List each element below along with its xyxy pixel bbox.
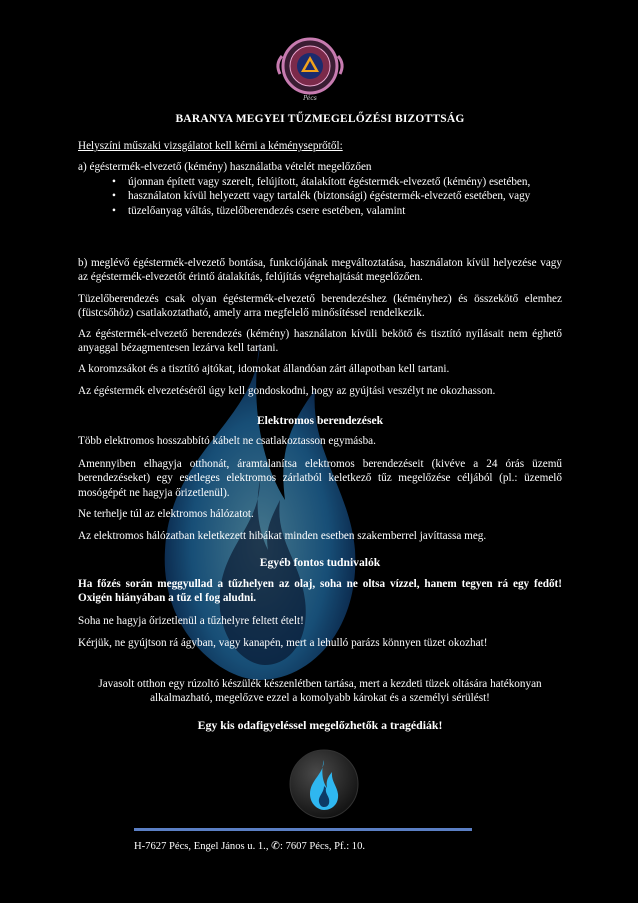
paragraph: Ne terhelje túl az elektromos hálózatot. bbox=[78, 508, 254, 520]
paragraph: Tüzelőberendezés csak olyan égéstermék-elvezető berendezéshez (kéményhez) és összekötő elemhez (füstcsőhöz) csatlakoztatható, amely arra megfelelő minősítéssel rendelkezik. bbox=[78, 293, 562, 320]
list-item bbox=[112, 189, 562, 203]
electrical-heading: Elektromos berendezések bbox=[256, 414, 384, 427]
paragraph: Az égéstermék elvezetéséről úgy kell gondoskodni, hogy az gyújtási veszélyt ne okozhasson. bbox=[78, 385, 496, 397]
logo-signature: Pécs bbox=[303, 95, 317, 102]
slogan: Egy kis odafigyeléssel megelőzhetők a tragédiák! bbox=[197, 718, 443, 732]
paragraph: Kérjük, ne gyújtson rá ágyban, vagy kanapén, mert a lehulló parázs könnyen tüzet okozhat! bbox=[78, 637, 488, 649]
paragraph: Soha ne hagyja őrizetlenül a tűzhelyre feltett ételt! bbox=[78, 615, 304, 627]
bullet-text: újonnan épített vagy szerelt, felújított, átalakított égéstermék-elvezető (kémény) esetében, bbox=[128, 176, 531, 188]
paragraph: Több elektromos hosszabbító kábelt ne csatlakoztasson egymásba. bbox=[78, 435, 376, 447]
paragraph: Amennyiben elhagyja otthonát, áramtalanítsa elektromos berendezéseit (kivéve a 24 órás üzemű berendezéseket) egy esetleges elektromos zárlatból keletkező tűz megelőzése céljából (pl.: üzemelő mosógépét ne hagyja őrizetlenül). bbox=[78, 458, 562, 499]
recommendation: Javasolt otthon egy rúzoltó készülék készenlétben tartása, mert a kezdeti tüzek oltására hatékonyan alkalmazható, megelőzve ezzel a komolyabb károkat és a személyi sérülést! bbox=[98, 678, 542, 705]
bullet-text: tüzelőanyag váltás, tüzelőberendezés csere esetében, valamint bbox=[128, 204, 406, 217]
paragraph: A koromzsákot és a tisztító ajtókat, idomokat állandóan zárt állapotban kell tartani. bbox=[78, 363, 450, 375]
bullet-text: használaton kívül helyezett vagy tartalék (biztonsági) égéstermék-elvezető esetében, vagy bbox=[128, 190, 531, 203]
blue-flame-emblem-icon bbox=[288, 748, 360, 820]
paragraph: Az égéstermék-elvezető berendezés (kémény) használaton kívüli bekötő és tisztító nyílásait nem éghető anyaggal bézagmentesen lezárva kell tartani. bbox=[78, 328, 562, 355]
misc-heading: Egyéb fontos tudnivalók bbox=[259, 556, 381, 569]
intro-heading: Helyszíni műszaki vizsgálatot kell kérni a kéményseprőtől: bbox=[78, 140, 343, 152]
paragraph: Az elektromos hálózatban keletkezett hibákat minden esetben szakemberrel javíttassa meg. bbox=[78, 530, 487, 542]
point-b: b) meglévő égéstermék-elvezető bontása, funkciójának megváltoztatása, használaton kívül helyezése vagy az égéstermék-elvezetőt érintő átalakítás, felújítás végrehajtását megelőzően. bbox=[78, 257, 562, 284]
list-item bbox=[112, 175, 562, 189]
paragraph-warning: Ha főzés során meggyullad a tűzhelyen az olaj, soha ne oltsa vízzel, hanem tegyen rá egy fedőt! Oxigén hiányában a tűz el fog aludni. bbox=[78, 578, 562, 605]
bullet-list bbox=[78, 175, 562, 218]
point-a: a) égéstermék-elvezető (kémény) használatba vételét megelőzően bbox=[78, 161, 372, 173]
list-item bbox=[112, 204, 562, 218]
footer-address: H-7627 Pécs, Engel János u. 1., ✆: 7607 Pécs, Pf.: 10. bbox=[134, 841, 366, 852]
org-title: BARANYA MEGYEI TŰZMEGELŐZÉSI BIZOTTSÁG bbox=[175, 113, 465, 125]
footer-divider bbox=[134, 828, 472, 831]
bullet-icon: • bbox=[112, 190, 116, 203]
committee-seal-logo-icon bbox=[270, 34, 350, 106]
bullet-icon: • bbox=[112, 204, 116, 217]
bullet-icon: • bbox=[112, 176, 116, 188]
